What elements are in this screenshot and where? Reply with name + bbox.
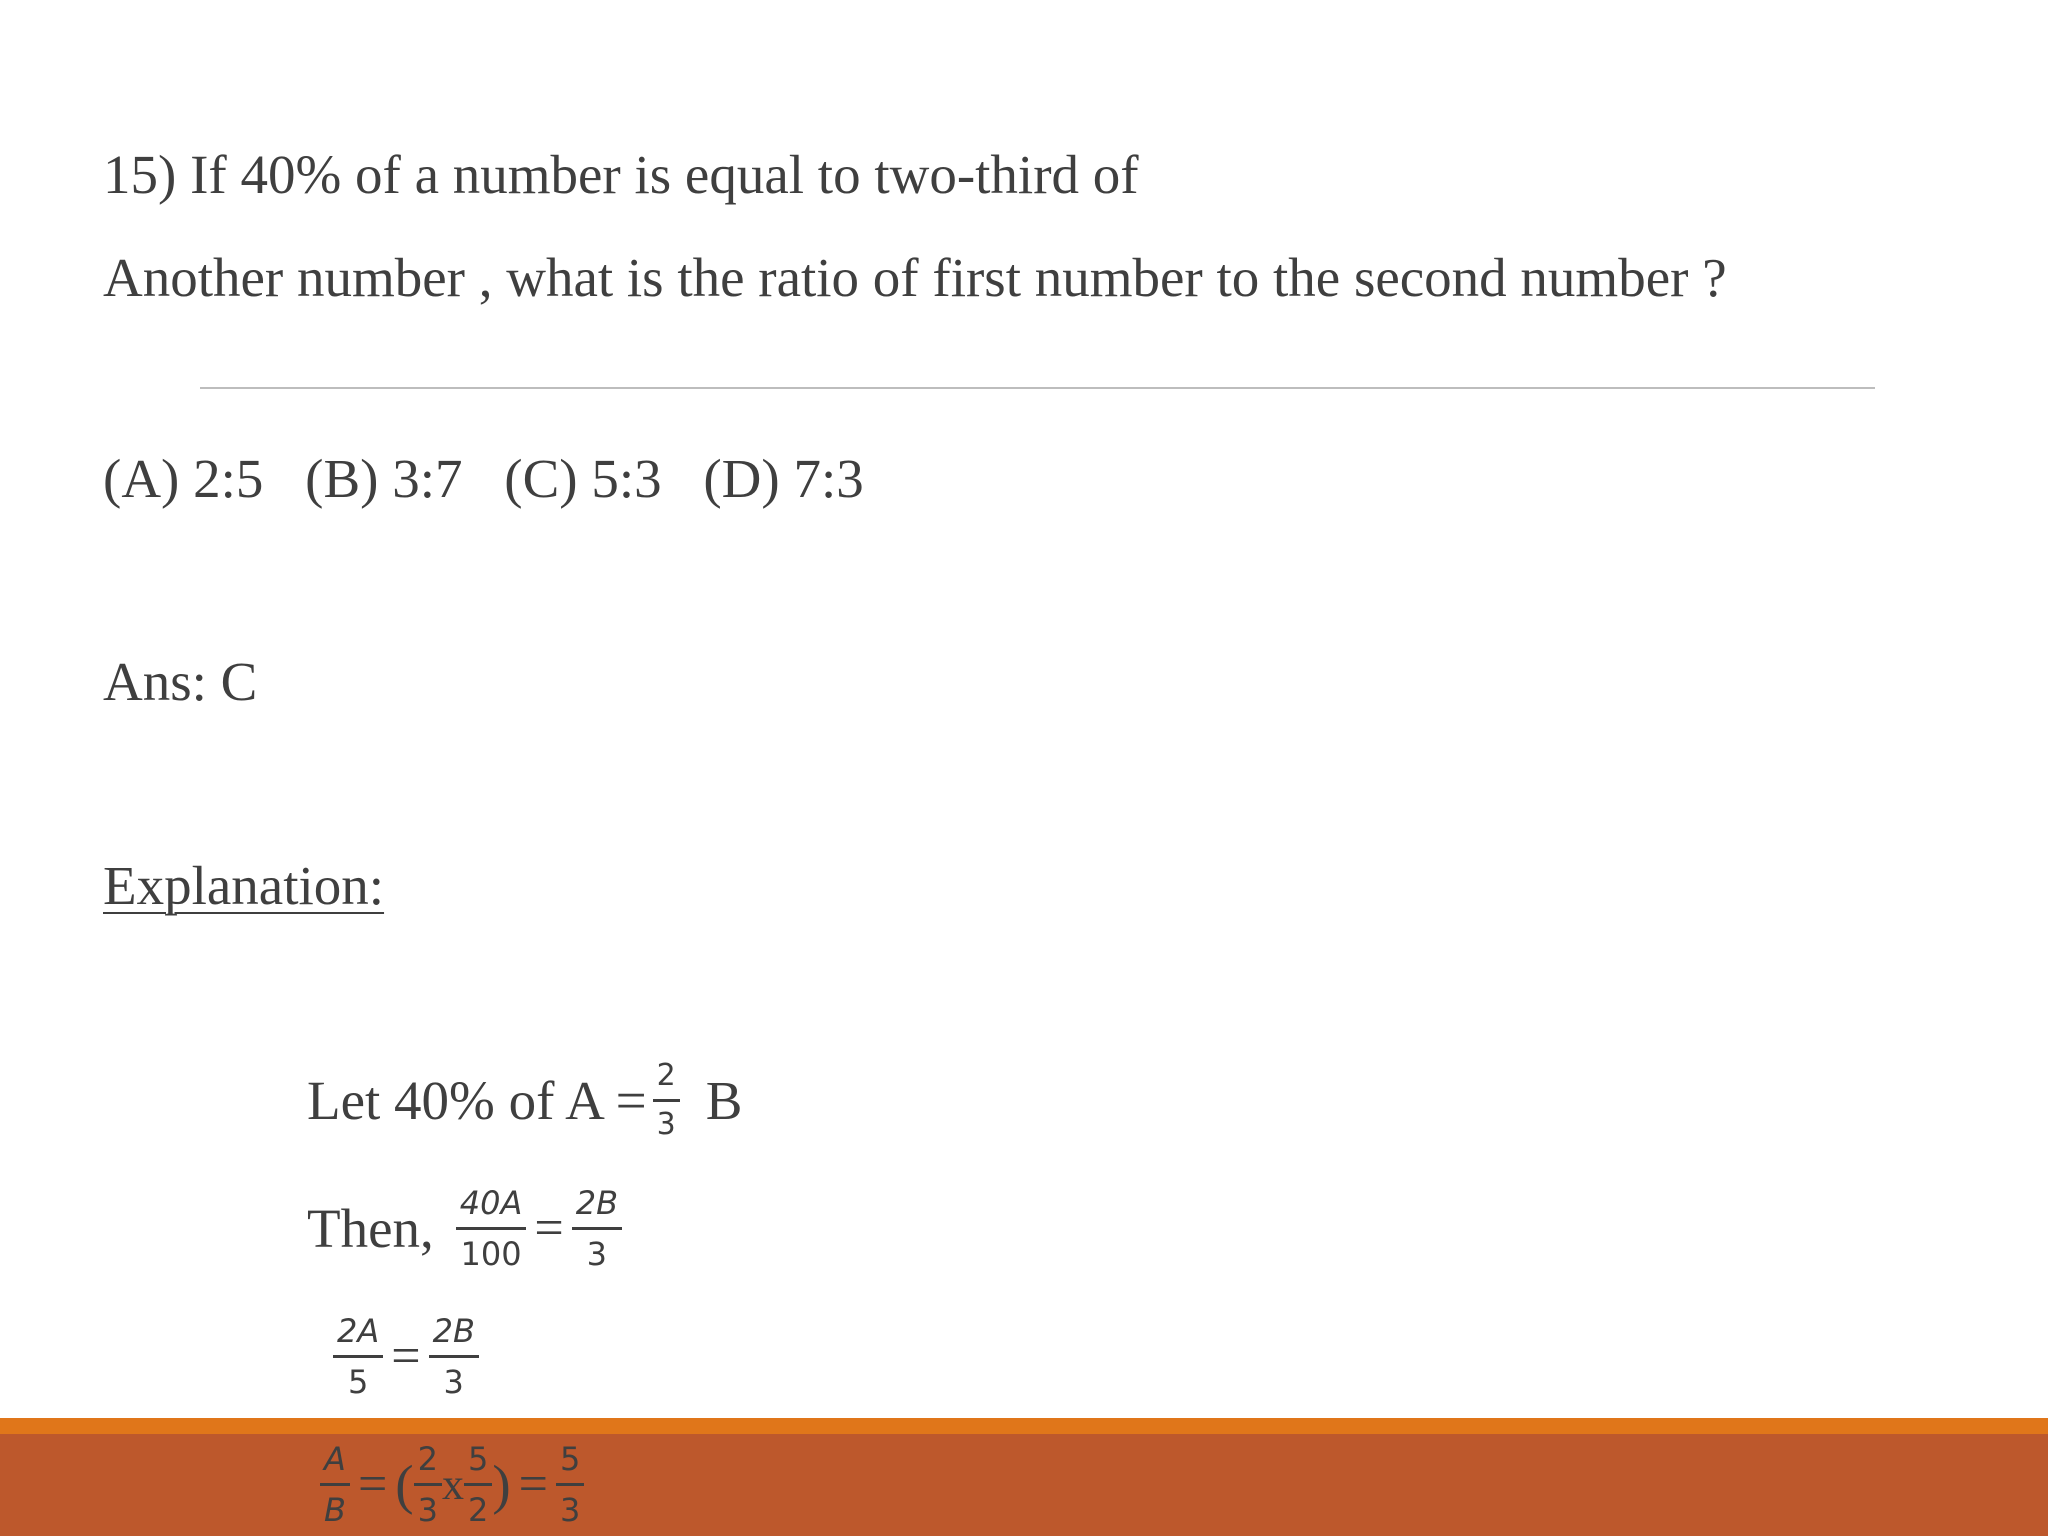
equals-sign: = bbox=[357, 1455, 388, 1513]
footer-band bbox=[0, 1434, 2048, 1536]
step-4-lhs-fraction bbox=[320, 1439, 350, 1530]
step-1-denominator: 3 bbox=[656, 1106, 676, 1142]
fraction-bar bbox=[456, 1227, 527, 1230]
step-3-rhs-numerator: 2B bbox=[432, 1311, 475, 1350]
step-3-rhs-denominator: 3 bbox=[443, 1362, 464, 1401]
fraction-bar bbox=[572, 1227, 622, 1230]
step-2-rhs-denominator: 3 bbox=[586, 1234, 608, 1273]
question-line-1: 15) If 40% of a number is equal to two-third of bbox=[103, 144, 1139, 205]
fraction-bar bbox=[414, 1483, 442, 1486]
option-a: (A) 2:5 bbox=[103, 448, 264, 509]
fraction-bar bbox=[556, 1483, 584, 1486]
footer-accent-stripe bbox=[0, 1418, 2048, 1434]
option-b: (B) 3:7 bbox=[305, 448, 463, 509]
fraction-bar bbox=[320, 1483, 350, 1486]
step-4-lhs-numerator: A bbox=[324, 1439, 346, 1478]
step-2-lhs-denominator: 100 bbox=[460, 1234, 522, 1273]
step-4-f2-numerator: 5 bbox=[467, 1439, 489, 1478]
explanation-heading: Explanation: bbox=[103, 855, 385, 916]
step-1-fraction bbox=[653, 1057, 680, 1143]
open-paren: ( bbox=[395, 1453, 414, 1515]
step-4-result-fraction bbox=[556, 1439, 584, 1530]
divider bbox=[200, 387, 1875, 389]
fraction-bar bbox=[464, 1483, 492, 1486]
option-c: (C) 5:3 bbox=[504, 448, 662, 509]
fraction-bar bbox=[429, 1355, 479, 1358]
step-2-prefix: Then, bbox=[307, 1197, 434, 1259]
step-2-rhs-numerator: 2B bbox=[575, 1183, 619, 1222]
step-1-suffix: B bbox=[705, 1069, 743, 1131]
step-4-result-numerator: 5 bbox=[559, 1439, 581, 1478]
question-line-2: Another number , what is the ratio of first number to the second number ? bbox=[103, 247, 1727, 308]
step-4 bbox=[320, 1432, 584, 1536]
step-4-fraction-2 bbox=[464, 1439, 492, 1530]
close-paren: ) bbox=[492, 1453, 511, 1515]
fraction-bar bbox=[333, 1355, 383, 1358]
equals-sign: = bbox=[534, 1199, 564, 1257]
step-2-lhs-fraction bbox=[456, 1183, 527, 1274]
options-row bbox=[103, 446, 892, 512]
step-2-lhs-numerator: 40A bbox=[459, 1183, 523, 1222]
step-2 bbox=[307, 1178, 622, 1278]
step-4-lhs-denominator: B bbox=[324, 1490, 346, 1529]
step-1 bbox=[307, 1050, 742, 1150]
fraction-bar bbox=[653, 1099, 680, 1102]
step-4-result-denominator: 3 bbox=[559, 1490, 581, 1529]
step-4-f1-denominator: 3 bbox=[417, 1490, 438, 1529]
answer-text: Ans: C bbox=[103, 651, 258, 712]
step-4-f2-denominator: 2 bbox=[467, 1490, 489, 1529]
times-sign: x bbox=[441, 1459, 464, 1509]
option-d: (D) 7:3 bbox=[703, 448, 864, 509]
step-3-rhs-fraction bbox=[429, 1311, 479, 1402]
equals-sign: = bbox=[518, 1455, 548, 1513]
step-3-lhs-denominator: 5 bbox=[347, 1362, 369, 1401]
step-1-prefix: Let 40% of A = bbox=[307, 1069, 647, 1131]
step-3 bbox=[333, 1306, 479, 1406]
step-1-numerator: 2 bbox=[656, 1058, 676, 1093]
step-4-f1-numerator: 2 bbox=[417, 1439, 438, 1478]
step-4-fraction-1 bbox=[414, 1439, 442, 1530]
step-2-rhs-fraction bbox=[572, 1183, 622, 1274]
step-3-lhs-numerator: 2A bbox=[337, 1311, 380, 1350]
equals-sign: = bbox=[391, 1327, 421, 1385]
step-3-lhs-fraction bbox=[333, 1311, 383, 1402]
